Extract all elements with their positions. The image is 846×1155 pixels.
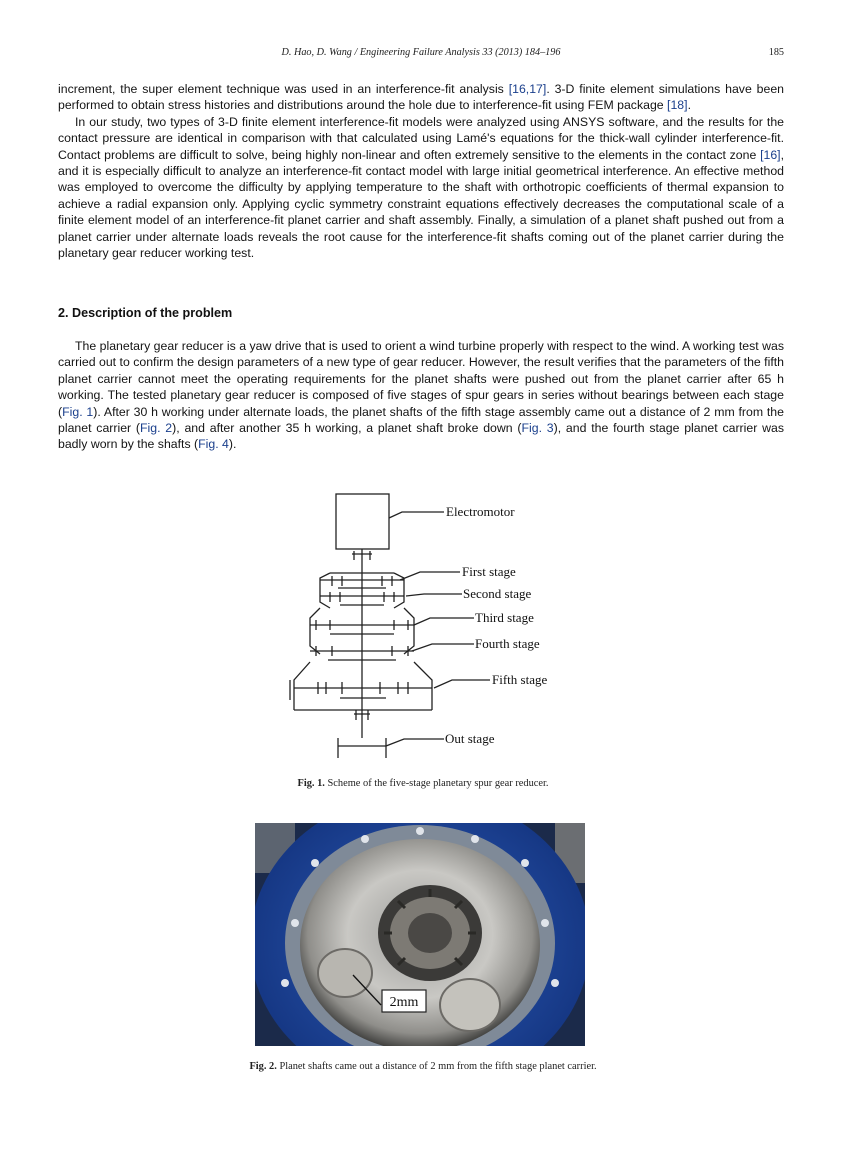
ref-fig3[interactable]: Fig. 3 xyxy=(521,421,554,436)
gear-reducer-scheme xyxy=(280,488,570,760)
figure-1-caption xyxy=(0,778,846,789)
label-electromotor: Electromotor xyxy=(446,504,515,519)
ref-18[interactable]: [18] xyxy=(667,98,688,113)
figure-2-caption-text: Planet shafts came out a distance of 2 mm from the fifth stage planet carrier. xyxy=(276,1061,597,1072)
figure-2-photo xyxy=(255,823,585,1046)
section2-text xyxy=(58,338,784,453)
ref-fig1[interactable]: Fig. 1 xyxy=(62,404,94,419)
electromotor-box xyxy=(336,494,389,549)
figure-2-caption xyxy=(0,1061,846,1072)
ref-16[interactable]: [16] xyxy=(760,147,781,162)
ref-fig2[interactable]: Fig. 2 xyxy=(140,421,173,436)
intro-text xyxy=(58,81,784,261)
ref-16-17[interactable]: [16,17] xyxy=(508,82,547,96)
label-third-stage: Third stage xyxy=(475,610,534,625)
label-first-stage: First stage xyxy=(462,564,516,579)
running-header xyxy=(58,47,784,63)
intro-paragraph-2: In our study, two types of 3-D finite element interference-fit models were analyzed using ANSYS software, and the results for the contact pressure are identical in comparison with that calculated using Lamé's equations for the thick-wall cylinder interference-fit. Contact problems are difficult to solve, being highly non-linear and often extremely sensitive to the elements in the contact zone [16], and it is especially difficult to analyze an interference-fit contact model with large initial geometrical interference. An effective method was employed to overcome the difficulty by applying temperature to the shaft with orthotropic coefficients of thermal expansion to achieve a radial expansion only. Applying cyclic symmetry constraint equations effectively decreases the computational scale of a finite element model of an interference-fit planet carrier and shaft assembly. Finally, a simulation of a planet shaft pushed out from a planet carrier under alternate loads reveals the root cause for the interference-fit shafts coming out of the planet carrier during the planetary gear reducer working test. xyxy=(58,114,784,261)
figure-2-caption-label: Fig. 2. xyxy=(249,1061,277,1072)
scale-label: 2mm xyxy=(389,995,419,1010)
label-fourth-stage: Fourth stage xyxy=(475,636,540,651)
intro-paragraph-1: increment, the super element technique was used in an interference-fit analysis [16,17]. 3-D finite element simulations have been performed to obtain stress histories and distributions around the hole due to interference-fit using FEM package [18]. xyxy=(58,82,785,113)
label-out-stage: Out stage xyxy=(445,731,495,746)
figure-1-caption-text: Scheme of the five-stage planetary spur gear reducer. xyxy=(324,778,549,789)
page-number: 185 xyxy=(768,47,784,58)
section-heading: 2. Description of the problem xyxy=(58,306,233,320)
label-fifth-stage: Fifth stage xyxy=(492,672,548,687)
running-title: D. Hao, D. Wang / Engineering Failure Analysis 33 (2013) 184–196 xyxy=(281,47,561,58)
figure-1-caption-label: Fig. 1. xyxy=(297,778,325,789)
label-second-stage: Second stage xyxy=(463,586,532,601)
figure-1-diagram xyxy=(280,488,570,760)
ref-fig4[interactable]: Fig. 4 xyxy=(198,437,229,452)
section2-paragraph: The planetary gear reducer is a yaw drive that is used to orient a wind turbine properly with respect to the wind. A working test was carried out to confirm the design parameters of a new type of gear reducer. However, the result verifies that the parameters of the fifth planet carrier cannot meet the operating requirements for the planet shafts were pushed out from the planet carrier after 65 h working. The tested planetary gear reducer is composed of five stages of spur gears in series without bearings between each stage (Fig. 1). After 30 h working under alternate loads, the planet shafts of the fifth stage assembly came out a distance of 2 mm from the planet carrier (Fig. 2), and after another 35 h working, a planet shaft broke down (Fig. 3), and the fourth stage planet carrier was badly worn by the shafts (Fig. 4). xyxy=(58,339,784,452)
